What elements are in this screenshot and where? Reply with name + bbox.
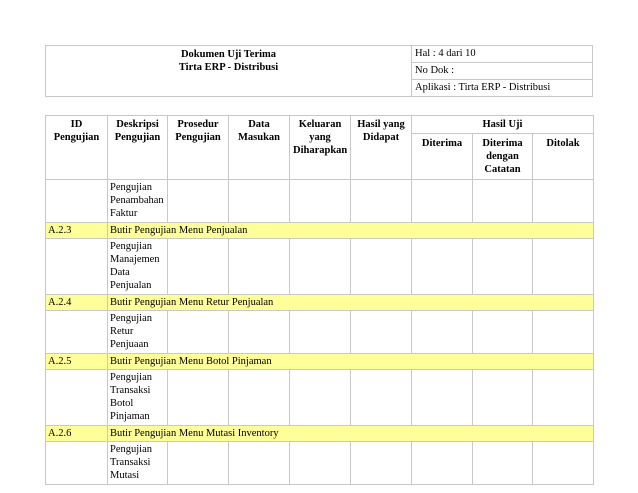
column-header-accepted-with-notes: Diterima dengan Catatan bbox=[473, 134, 533, 180]
section-title: Butir Pengujian Menu Botol Pinjaman bbox=[108, 354, 594, 370]
cell-empty bbox=[351, 239, 412, 295]
cell-empty bbox=[168, 442, 229, 485]
column-header-input-data: Data Masukan bbox=[229, 116, 290, 180]
section-row bbox=[46, 426, 594, 442]
column-header-id: ID Pengujian bbox=[46, 116, 108, 180]
cell-empty bbox=[229, 311, 290, 354]
cell-empty bbox=[473, 180, 533, 223]
cell-empty bbox=[351, 180, 412, 223]
column-header-accepted: Diterima bbox=[412, 134, 473, 180]
application-name: Aplikasi : Tirta ERP - Distribusi bbox=[412, 80, 593, 97]
table-row bbox=[46, 239, 594, 295]
document-title-line1: Dokumen Uji Terima bbox=[180, 49, 277, 60]
table-row bbox=[46, 370, 594, 426]
column-header-rejected: Ditolak bbox=[533, 134, 594, 180]
cell-empty bbox=[412, 239, 473, 295]
section-row bbox=[46, 223, 594, 239]
document-title bbox=[46, 46, 412, 97]
cell-empty bbox=[290, 239, 351, 295]
document-header-table bbox=[45, 45, 593, 97]
section-id: A.2.3 bbox=[46, 223, 108, 239]
section-id: A.2.4 bbox=[46, 295, 108, 311]
cell-id bbox=[46, 311, 108, 354]
cell-empty bbox=[533, 370, 594, 426]
document-number: No Dok : bbox=[412, 63, 593, 80]
cell-empty bbox=[412, 442, 473, 485]
cell-empty bbox=[168, 239, 229, 295]
cell-empty bbox=[168, 311, 229, 354]
cell-empty bbox=[351, 442, 412, 485]
column-header-test-result: Hasil Uji bbox=[412, 116, 594, 134]
cell-empty bbox=[229, 239, 290, 295]
table-row bbox=[46, 180, 594, 223]
document-title-line2: Tirta ERP - Distribusi bbox=[178, 62, 279, 73]
cell-empty bbox=[351, 370, 412, 426]
cell-description: Pengujian Retur Penjuaan bbox=[108, 311, 168, 354]
cell-id bbox=[46, 370, 108, 426]
cell-id bbox=[46, 239, 108, 295]
table-row bbox=[46, 442, 594, 485]
cell-empty bbox=[229, 442, 290, 485]
cell-empty bbox=[533, 442, 594, 485]
cell-empty bbox=[290, 442, 351, 485]
column-header-procedure: Prosedur Pengujian bbox=[168, 116, 229, 180]
column-header-expected-output: Keluaran yang Diharapkan bbox=[290, 116, 351, 180]
section-title: Butir Pengujian Menu Mutasi Inventory bbox=[108, 426, 594, 442]
section-row bbox=[46, 295, 594, 311]
cell-id bbox=[46, 180, 108, 223]
section-id: A.2.5 bbox=[46, 354, 108, 370]
cell-empty bbox=[229, 370, 290, 426]
cell-empty bbox=[351, 311, 412, 354]
table-row bbox=[46, 311, 594, 354]
cell-empty bbox=[412, 180, 473, 223]
cell-empty bbox=[533, 311, 594, 354]
cell-empty bbox=[473, 239, 533, 295]
cell-empty bbox=[290, 370, 351, 426]
cell-id bbox=[46, 442, 108, 485]
cell-empty bbox=[473, 370, 533, 426]
cell-empty bbox=[412, 370, 473, 426]
section-id: A.2.6 bbox=[46, 426, 108, 442]
section-row bbox=[46, 354, 594, 370]
cell-empty bbox=[168, 180, 229, 223]
cell-empty bbox=[473, 442, 533, 485]
cell-empty bbox=[290, 311, 351, 354]
section-title: Butir Pengujian Menu Retur Penjualan bbox=[108, 295, 594, 311]
cell-empty bbox=[533, 239, 594, 295]
cell-empty bbox=[168, 370, 229, 426]
column-header-actual-result: Hasil yang Didapat bbox=[351, 116, 412, 180]
cell-description: Pengujian Manajemen Data Penjualan bbox=[108, 239, 168, 295]
cell-empty bbox=[290, 180, 351, 223]
page-info: Hal : 4 dari 10 bbox=[412, 46, 593, 63]
cell-empty bbox=[533, 180, 594, 223]
cell-empty bbox=[412, 311, 473, 354]
test-cases-table bbox=[45, 115, 594, 485]
cell-description: Pengujian Transaksi Botol Pinjaman bbox=[108, 370, 168, 426]
cell-description: Pengujian Penambahan Faktur bbox=[108, 180, 168, 223]
section-title: Butir Pengujian Menu Penjualan bbox=[108, 223, 594, 239]
cell-empty bbox=[229, 180, 290, 223]
cell-empty bbox=[473, 311, 533, 354]
column-header-description: Deskripsi Pengujian bbox=[108, 116, 168, 180]
cell-description: Pengujian Transaksi Mutasi bbox=[108, 442, 168, 485]
